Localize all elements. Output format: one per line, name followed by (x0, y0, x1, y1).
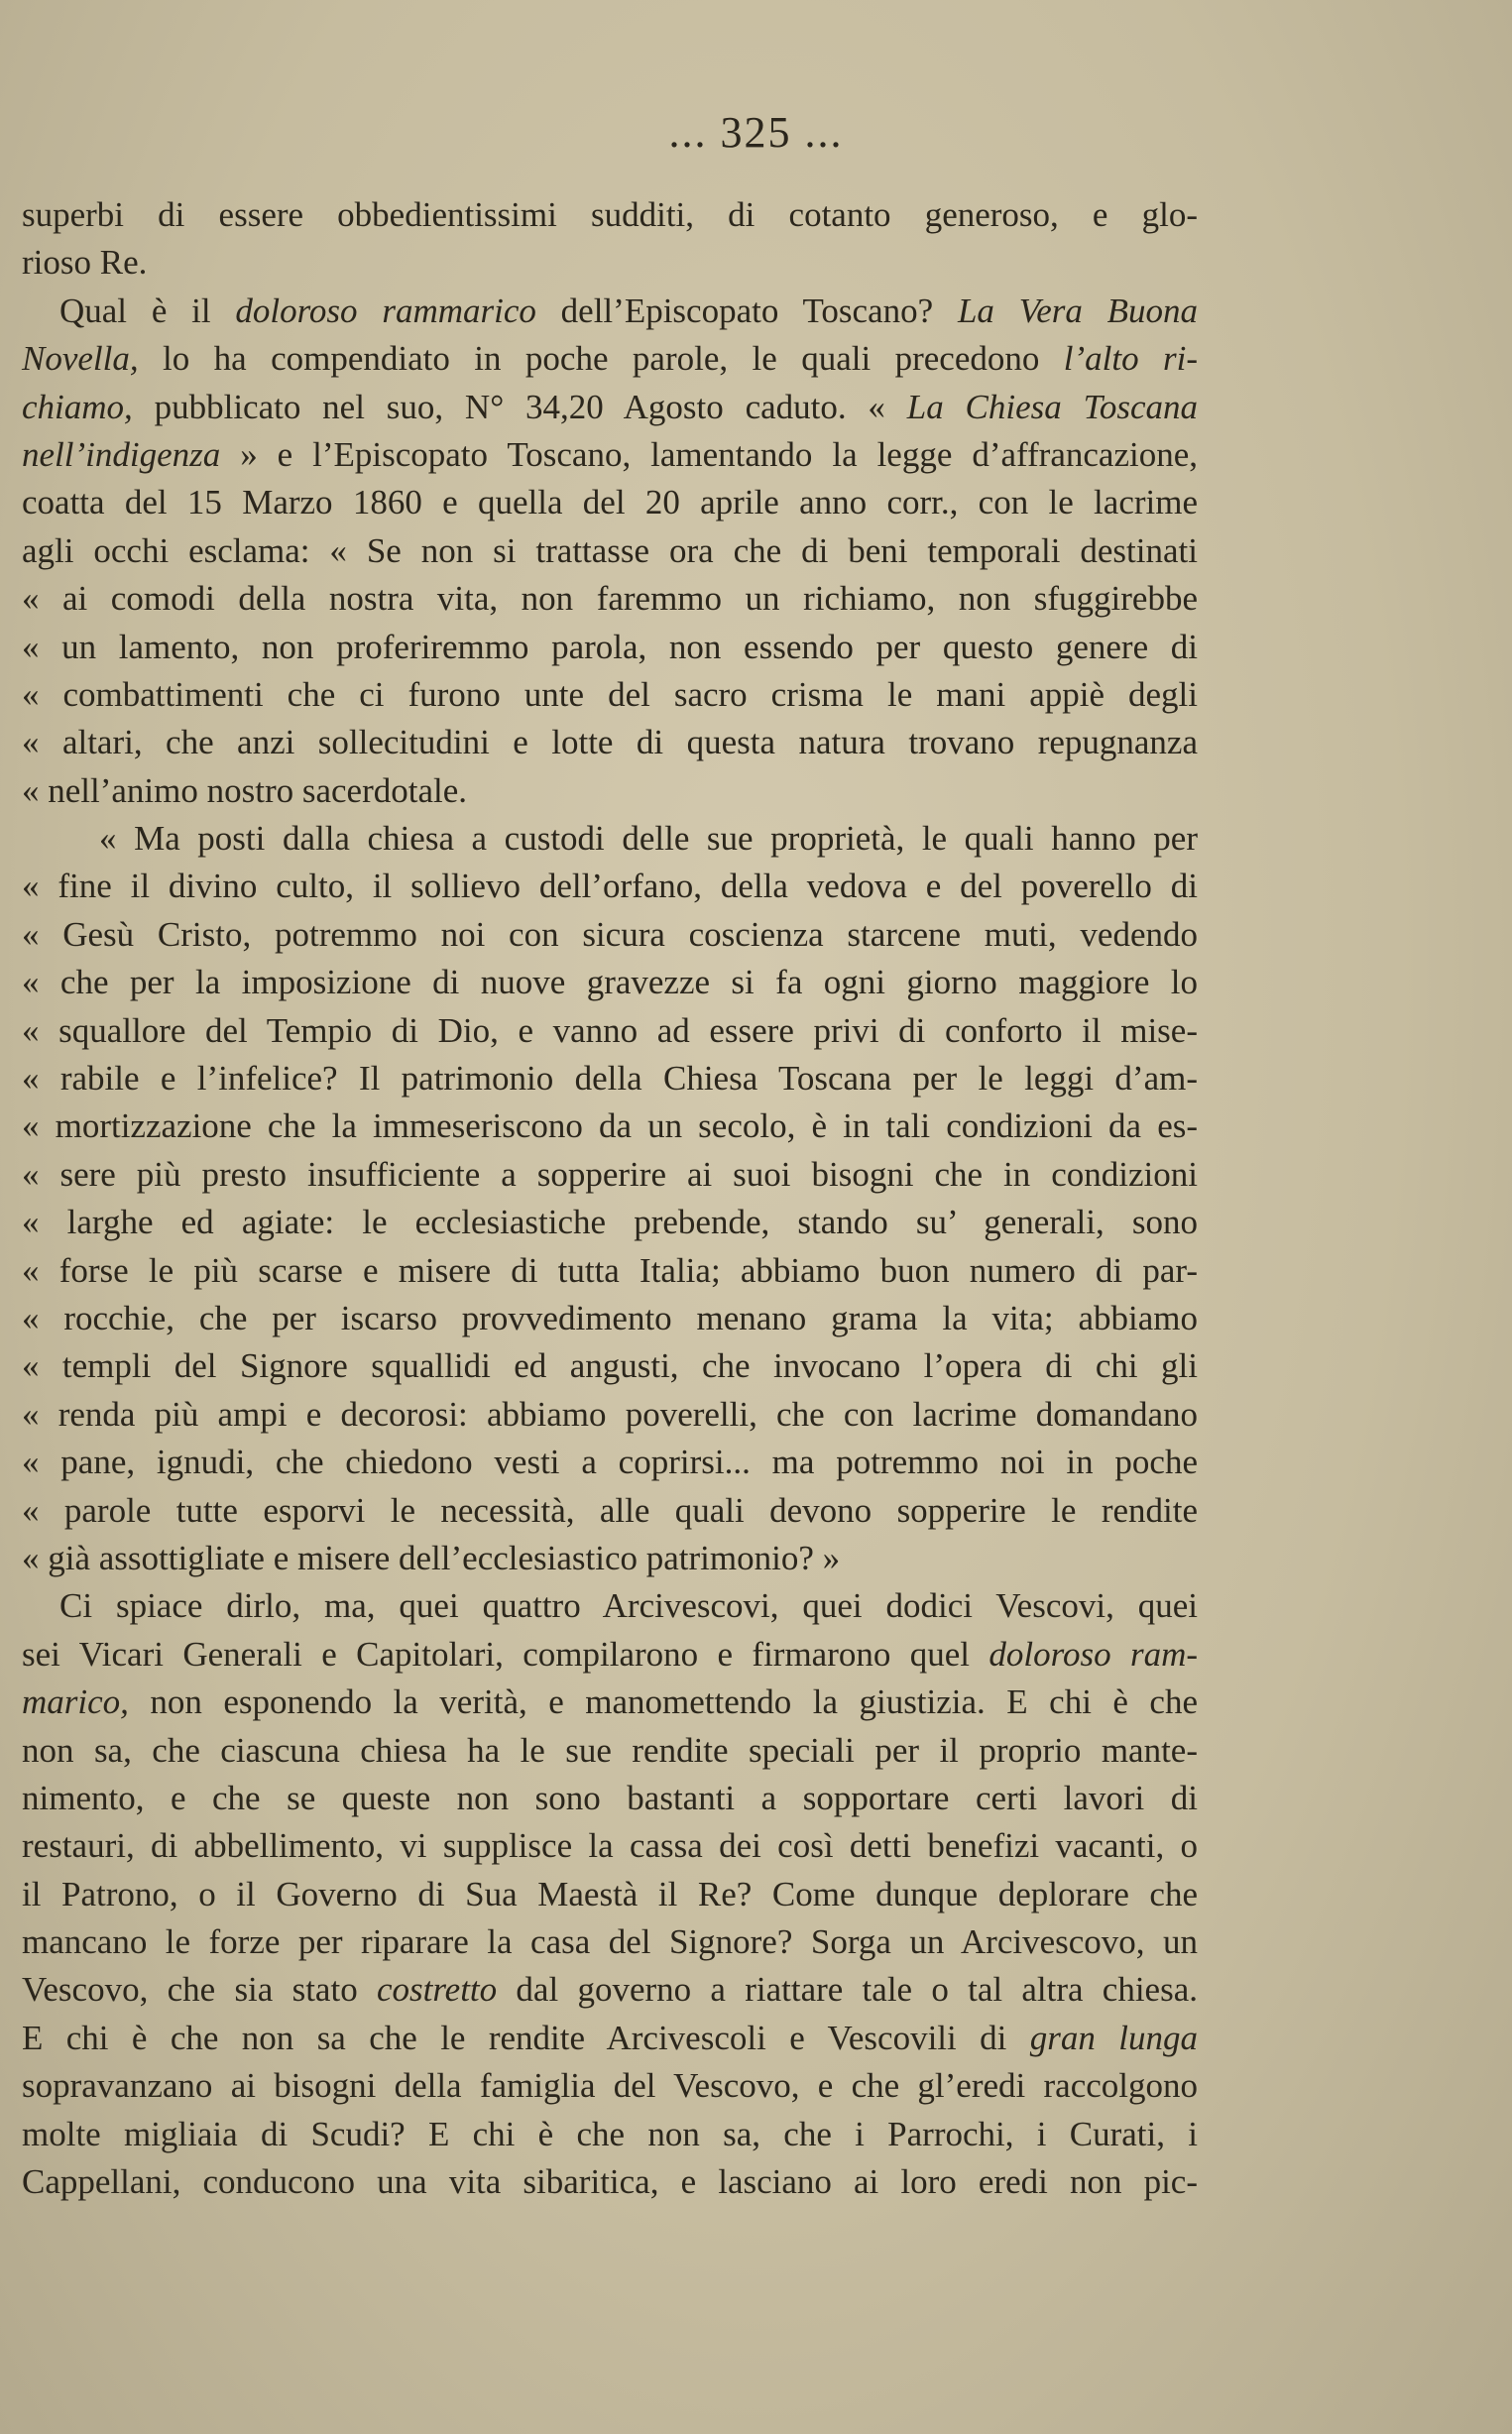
text-segment: molte migliaia di Scudi? E chi è che non sa, che i Parrochi, i Curati, i (22, 2114, 1198, 2153)
text-segment: Qual è il (59, 290, 236, 330)
text-segment: coatta del 15 Marzo 1860 e quella del 20 aprile anno corr., con le lacrime (22, 483, 1198, 522)
text-line (22, 671, 1198, 719)
text-line (22, 191, 1198, 239)
text-line (22, 863, 1198, 910)
text-line (22, 719, 1198, 766)
text-line (22, 527, 1198, 575)
text-segment: nimento, e che se queste non sono bastanti a sopportare certi lavori di (22, 1778, 1198, 1817)
text-line (22, 1871, 1198, 1918)
text-line (22, 1439, 1198, 1486)
text-line (22, 1342, 1198, 1390)
text-segment: lo ha compendiato in poche parole, le quali precedono (138, 339, 1064, 379)
text-segment: « già assottigliate e misere dell’ecclesiastico patrimonio? » (22, 1538, 841, 1577)
text-line (22, 1679, 1198, 1726)
text-segment: « Gesù Cristo, potremmo noi con sicura coscienza starcene muti, vedendo (22, 914, 1198, 954)
text-segment: mancano le forze per riparare la casa del Signore? Sorga un Arcivescovo, un (22, 1922, 1198, 1962)
text-segment: agli occhi esclama: « Se non si trattasse ora che di beni temporali destinati (22, 530, 1198, 570)
text-line (22, 431, 1198, 479)
italic-text: l’alto ri- (1063, 339, 1199, 379)
text-segment: il Patrono, o il Governo di Sua Maestà il Re? Come dunque deplorare che (22, 1874, 1198, 1913)
text-segment: Cappellani, conducono una vita sibaritica, e lasciano ai loro eredi non pic- (22, 2162, 1198, 2202)
text-line (22, 1055, 1198, 1102)
text-line (22, 335, 1198, 383)
text-segment: « forse le più scarse e misere di tutta Italia; abbiamo buon numero di par- (22, 1250, 1198, 1290)
page-text (22, 191, 1198, 2206)
text-segment: « ai comodi della nostra vita, non faremmo un richiamo, non sfuggirebbe (22, 579, 1198, 619)
text-segment: E chi è che non sa che le rendite Arcivescoli e Vescovili di (22, 2018, 1030, 2057)
italic-text: doloroso ram- (989, 1634, 1199, 1674)
text-segment: dell’Episcopato Toscano? (535, 290, 958, 330)
text-segment: « combattimenti che ci furono unte del sacro crisma le mani appiè degli (22, 674, 1198, 714)
text-line (22, 239, 1198, 287)
text-line (22, 815, 1198, 863)
text-segment: « parole tutte esporvi le necessità, alle quali devono sopperire le rendite (22, 1490, 1198, 1530)
text-line (22, 1631, 1198, 1679)
text-line (22, 1822, 1198, 1870)
text-segment: sopravanzano ai bisogni della famiglia del Vescovo, e che gl’eredi raccolgono (22, 2066, 1198, 2106)
text-line (22, 2158, 1198, 2206)
text-line (22, 1727, 1198, 1775)
text-line (22, 1199, 1198, 1246)
text-line (22, 384, 1198, 431)
text-line (22, 1391, 1198, 1439)
page-number: ... 325 ... (668, 108, 844, 157)
text-line (22, 959, 1198, 1006)
text-segment: « nell’animo nostro sacerdotale. (22, 770, 468, 810)
text-segment: « larghe ed agiate: le ecclesiastiche prebende, stando su’ generali, sono (22, 1203, 1198, 1242)
text-line (22, 1247, 1198, 1295)
text-segment: « rabile e l’infelice? Il patrimonio della Chiesa Toscana per le leggi d’am- (22, 1059, 1198, 1099)
text-segment: « sere più presto insufficiente a sopperire ai suoi bisogni che in condizioni (22, 1154, 1198, 1194)
text-segment: superbi di essere obbedientissimi sudditi, di cotanto generoso, e glo- (22, 195, 1198, 234)
text-line (22, 2062, 1198, 2110)
italic-text: Novella, (22, 339, 139, 379)
text-line (22, 1918, 1198, 1966)
italic-text: costretto (376, 1970, 498, 2010)
text-line (22, 1535, 1198, 1582)
text-segment: « pane, ignudi, che chiedono vesti a coprirsi... ma potremmo noi in poche (22, 1443, 1198, 1482)
italic-text: La Vera Buona (957, 290, 1199, 330)
text-line (22, 911, 1198, 959)
text-segment: non sa, che ciascuna chiesa ha le sue rendite speciali per il proprio mante- (22, 1730, 1198, 1770)
text-segment: sei Vicari Generali e Capitolari, compilarono e firmarono quel (22, 1634, 989, 1674)
text-segment: « che per la imposizione di nuove gravezze si fa ogni giorno maggiore lo (22, 963, 1198, 1002)
text-line (22, 479, 1198, 526)
text-segment: « Ma posti dalla chiesa a custodi delle sue proprietà, le quali hanno per (99, 819, 1198, 859)
text-line (22, 1151, 1198, 1199)
text-line (22, 1966, 1198, 2014)
text-segment: « rocchie, che per iscarso provvedimento menano grama la vita; abbiamo (22, 1298, 1198, 1337)
text-line (22, 767, 1198, 815)
text-line (22, 288, 1198, 335)
text-segment: « altari, che anzi sollecitudini e lotte di questa natura trovano repugnanza (22, 723, 1198, 762)
text-line (22, 575, 1198, 623)
text-line (22, 1775, 1198, 1822)
text-line (22, 1487, 1198, 1535)
text-line (22, 1102, 1198, 1150)
text-segment: « renda più ampi e decorosi: abbiamo poverelli, che con lacrime domandano (22, 1394, 1198, 1434)
text-segment: rioso Re. (22, 243, 148, 283)
text-segment: dal governo a riattare tale o tal altra chiesa. (497, 1970, 1199, 2010)
text-segment: « templi del Signore squallidi ed angusti, che invocano l’opera di chi gli (22, 1346, 1198, 1386)
italic-text: chiamo, (22, 387, 133, 426)
italic-text: marico, (22, 1682, 129, 1722)
text-segment: non esponendo la verità, e manomettendo la giustizia. E chi è che (128, 1682, 1198, 1722)
text-line (22, 2015, 1198, 2062)
text-segment: » e l’Episcopato Toscano, lamentando la legge d’affrancazione, (220, 434, 1198, 474)
text-segment: restauri, di abbellimento, vi supplisce la cassa dei così detti benefizi vacanti, o (22, 1826, 1198, 1866)
text-segment: « fine il divino culto, il sollievo dell’orfano, della vedova e del poverello di (22, 867, 1198, 906)
text-segment: pubblicato nel suo, N° 34,20 Agosto caduto. « (132, 387, 907, 426)
text-line (22, 624, 1198, 671)
text-segment: « mortizzazione che la immeseriscono da un secolo, è in tali condizioni da es- (22, 1106, 1198, 1146)
text-segment: Ci spiace dirlo, ma, quei quattro Arcivescovi, quei dodici Vescovi, quei (59, 1586, 1198, 1626)
text-segment: « un lamento, non proferiremmo parola, non essendo per questo genere di (22, 627, 1198, 666)
text-line (22, 2111, 1198, 2158)
italic-text: La Chiesa Toscana (906, 387, 1198, 426)
text-segment: « squallore del Tempio di Dio, e vanno ad essere privi di conforto il mise- (22, 1010, 1198, 1050)
italic-text: nell’indigenza (22, 434, 221, 474)
text-line (22, 1582, 1198, 1630)
text-line (22, 1007, 1198, 1055)
text-segment: Vescovo, che sia stato (22, 1970, 377, 2010)
italic-text: doloroso rammarico (235, 290, 536, 330)
text-line (22, 1295, 1198, 1342)
italic-text: gran lunga (1029, 2018, 1198, 2057)
